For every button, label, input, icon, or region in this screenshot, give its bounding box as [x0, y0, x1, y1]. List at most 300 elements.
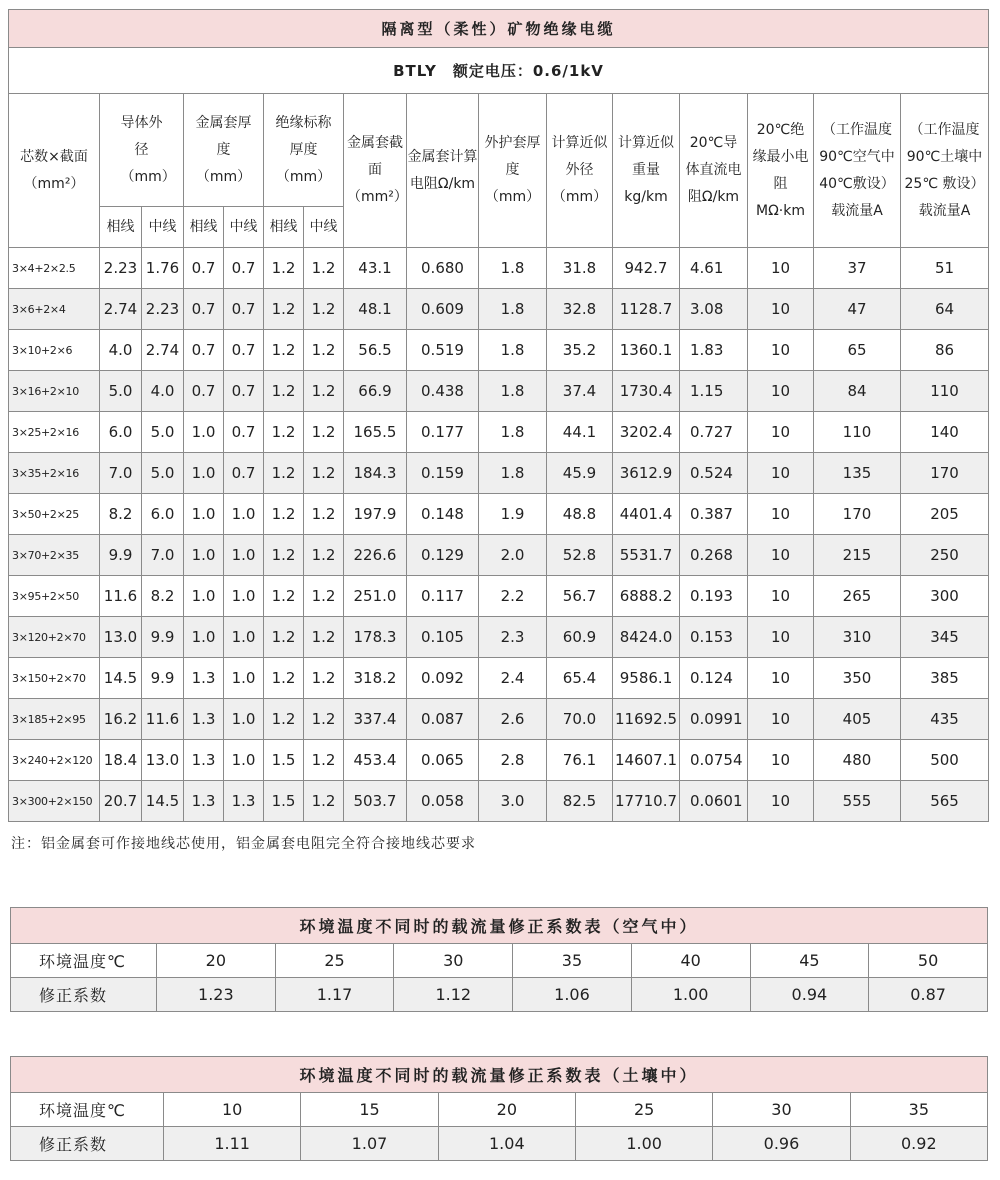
correction-table-soil — [10, 1056, 988, 1161]
table-cell: 1.0 — [224, 576, 264, 617]
temp-cell: 40 — [631, 944, 750, 978]
table-row — [9, 617, 989, 658]
temp-cell: 35 — [850, 1093, 987, 1127]
cell-spec: 3×70+2×35 — [9, 535, 100, 576]
table-cell: 5531.7 — [613, 535, 680, 576]
cable-spec-table — [8, 9, 989, 822]
table-cell: 1.2 — [264, 658, 304, 699]
header-sheath-area-text: 金属套截面（mm²） — [347, 135, 408, 205]
table-cell: 48.8 — [547, 494, 613, 535]
table-cell: 2.2 — [479, 576, 547, 617]
table-cell: 10 — [748, 658, 814, 699]
table-cell: 318.2 — [344, 658, 407, 699]
table-cell: 500 — [901, 740, 989, 781]
table-cell: 5.0 — [142, 453, 184, 494]
table-cell: 1.2 — [304, 658, 344, 699]
header-sheath-thickness — [184, 94, 264, 207]
table-cell: 51 — [901, 248, 989, 289]
table-cell: 1.2 — [264, 248, 304, 289]
table-cell: 60.9 — [547, 617, 613, 658]
table-cell: 66.9 — [344, 371, 407, 412]
header-sheath-thickness-text: 金属套厚度（mm） — [195, 114, 252, 185]
header-approx-weight — [613, 94, 680, 248]
factor-cell: 1.11 — [164, 1127, 301, 1161]
table-cell: 0.159 — [407, 453, 479, 494]
header-jacket-thickness-text: 外护套厚度（mm） — [484, 135, 541, 205]
table-cell: 140 — [901, 412, 989, 453]
table-cell: 47 — [814, 289, 901, 330]
cell-spec: 3×4+2×2.5 — [9, 248, 100, 289]
table-cell: 1.2 — [304, 248, 344, 289]
table-cell: 0.7 — [184, 289, 224, 330]
table-cell: 0.0601 — [680, 781, 748, 822]
factor-label: 修正系数 — [11, 1127, 164, 1161]
temp-cell: 45 — [750, 944, 869, 978]
table-cell: 1.0 — [184, 494, 224, 535]
table-cell: 0.105 — [407, 617, 479, 658]
header-min-insulation-resistance — [748, 94, 814, 248]
table-cell: 1.0 — [184, 617, 224, 658]
table-cell: 32.8 — [547, 289, 613, 330]
table-cell: 2.23 — [142, 289, 184, 330]
table-cell: 1.8 — [479, 289, 547, 330]
factor-label: 修正系数 — [11, 978, 157, 1012]
header-dc-resistance-text: 20℃导体直流电阻Ω/km — [685, 135, 742, 205]
table-cell: 300 — [901, 576, 989, 617]
table-row — [9, 453, 989, 494]
table-cell: 0.117 — [407, 576, 479, 617]
header-ampacity-air-text: （工作温度90℃空气中40℃敷设）载流量A — [819, 121, 895, 219]
table-cell: 1.2 — [304, 371, 344, 412]
table-cell: 1.8 — [479, 412, 547, 453]
table-cell: 337.4 — [344, 699, 407, 740]
table-cell: 385 — [901, 658, 989, 699]
table-cell: 1.2 — [264, 412, 304, 453]
table-cell: 345 — [901, 617, 989, 658]
table-cell: 1360.1 — [613, 330, 680, 371]
table-cell: 2.6 — [479, 699, 547, 740]
table-cell: 1.0 — [224, 699, 264, 740]
table-cell: 82.5 — [547, 781, 613, 822]
header-spec-text: 芯数×截面（mm²） — [20, 148, 88, 192]
header-ampacity-soil-text: （工作温度90℃土壤中25℃ 敷设）载流量A — [904, 121, 985, 219]
table-cell: 70.0 — [547, 699, 613, 740]
table-cell: 503.7 — [344, 781, 407, 822]
table-cell: 2.74 — [100, 289, 142, 330]
table-cell: 0.193 — [680, 576, 748, 617]
header-approx-weight-text: 计算近似重量kg/km — [618, 135, 674, 205]
table-row — [9, 576, 989, 617]
table-cell: 14607.1 — [613, 740, 680, 781]
table-cell: 56.5 — [344, 330, 407, 371]
table-cell: 1.3 — [184, 658, 224, 699]
table-cell: 1.2 — [304, 740, 344, 781]
header-dc-resistance — [680, 94, 748, 248]
table-cell: 9.9 — [100, 535, 142, 576]
table-cell: 1.3 — [224, 781, 264, 822]
table-cell: 565 — [901, 781, 989, 822]
table-cell: 11692.5 — [613, 699, 680, 740]
table-cell: 0.0754 — [680, 740, 748, 781]
table-cell: 1.2 — [264, 330, 304, 371]
table-cell: 37 — [814, 248, 901, 289]
table-cell: 1.3 — [184, 699, 224, 740]
table-cell: 1.2 — [304, 617, 344, 658]
table-cell: 1.0 — [184, 453, 224, 494]
table-title: 隔离型（柔性）矿物绝缘电缆 — [9, 10, 989, 48]
table-cell: 1.2 — [304, 781, 344, 822]
table-cell: 9586.1 — [613, 658, 680, 699]
table-cell: 10 — [748, 453, 814, 494]
table-cell: 1730.4 — [613, 371, 680, 412]
table-cell: 555 — [814, 781, 901, 822]
table-cell: 0.387 — [680, 494, 748, 535]
table-row — [9, 740, 989, 781]
table-cell: 1.2 — [304, 412, 344, 453]
table-cell: 10 — [748, 617, 814, 658]
temp-label: 环境温度℃ — [11, 944, 157, 978]
table-cell: 0.124 — [680, 658, 748, 699]
header-conductor-od — [100, 94, 184, 207]
header-sheath-area — [344, 94, 407, 248]
header-approx-od-text: 计算近似外径（mm） — [551, 135, 608, 205]
table-cell: 178.3 — [344, 617, 407, 658]
table-cell: 197.9 — [344, 494, 407, 535]
table-cell: 1.0 — [224, 658, 264, 699]
temp-cell: 25 — [575, 1093, 712, 1127]
table-row — [9, 535, 989, 576]
table-cell: 10 — [748, 535, 814, 576]
factor-cell: 1.00 — [631, 978, 750, 1012]
table-cell: 1.8 — [479, 330, 547, 371]
table-cell: 0.7 — [184, 371, 224, 412]
table-cell: 10 — [748, 330, 814, 371]
table-cell: 7.0 — [100, 453, 142, 494]
table-cell: 0.7 — [224, 248, 264, 289]
table-cell: 10 — [748, 371, 814, 412]
table-cell: 170 — [814, 494, 901, 535]
table-cell: 0.524 — [680, 453, 748, 494]
table-cell: 0.7 — [184, 330, 224, 371]
table-cell: 1.83 — [680, 330, 748, 371]
table-row — [9, 371, 989, 412]
temp-cell: 20 — [157, 944, 276, 978]
table-cell: 1.8 — [479, 248, 547, 289]
table-cell: 6888.2 — [613, 576, 680, 617]
table-cell: 1.15 — [680, 371, 748, 412]
table-row — [9, 412, 989, 453]
table-cell: 2.8 — [479, 740, 547, 781]
table-cell: 56.7 — [547, 576, 613, 617]
factor-cell: 0.94 — [750, 978, 869, 1012]
table-cell: 0.7 — [184, 248, 224, 289]
table-cell: 1.2 — [304, 699, 344, 740]
table-cell: 10 — [748, 412, 814, 453]
table-cell: 1.0 — [224, 494, 264, 535]
table-cell: 0.058 — [407, 781, 479, 822]
table-cell: 18.4 — [100, 740, 142, 781]
table-cell: 4.0 — [142, 371, 184, 412]
table-cell: 84 — [814, 371, 901, 412]
header-neutral: 中线 — [142, 207, 184, 248]
table-cell: 11.6 — [142, 699, 184, 740]
table-cell: 0.148 — [407, 494, 479, 535]
table-cell: 65 — [814, 330, 901, 371]
table-cell: 10 — [748, 494, 814, 535]
table-row — [9, 289, 989, 330]
table-cell: 45.9 — [547, 453, 613, 494]
table-cell: 1.3 — [184, 781, 224, 822]
table-cell: 14.5 — [100, 658, 142, 699]
cell-spec: 3×240+2×120 — [9, 740, 100, 781]
table-cell: 1.0 — [184, 576, 224, 617]
table-cell: 13.0 — [100, 617, 142, 658]
table-cell: 10 — [748, 576, 814, 617]
factor-cell: 1.00 — [575, 1127, 712, 1161]
table-cell: 0.609 — [407, 289, 479, 330]
table-cell: 0.087 — [407, 699, 479, 740]
table-cell: 0.129 — [407, 535, 479, 576]
cell-spec: 3×95+2×50 — [9, 576, 100, 617]
table-cell: 1.2 — [264, 535, 304, 576]
table-cell: 9.9 — [142, 658, 184, 699]
table-cell: 7.0 — [142, 535, 184, 576]
table-cell: 17710.7 — [613, 781, 680, 822]
table-cell: 350 — [814, 658, 901, 699]
table-cell: 5.0 — [142, 412, 184, 453]
cell-spec: 3×6+2×4 — [9, 289, 100, 330]
table-cell: 76.1 — [547, 740, 613, 781]
table-cell: 6.0 — [100, 412, 142, 453]
header-jacket-thickness — [479, 94, 547, 248]
table-cell: 251.0 — [344, 576, 407, 617]
table-cell: 16.2 — [100, 699, 142, 740]
table-cell: 43.1 — [344, 248, 407, 289]
table-cell: 1.2 — [264, 617, 304, 658]
table-cell: 1.0 — [184, 412, 224, 453]
table-cell: 4.61 — [680, 248, 748, 289]
factor-cell: 1.23 — [157, 978, 276, 1012]
table-cell: 0.092 — [407, 658, 479, 699]
table-cell: 1.2 — [304, 494, 344, 535]
table-cell: 65.4 — [547, 658, 613, 699]
table-cell: 5.0 — [100, 371, 142, 412]
table-cell: 3612.9 — [613, 453, 680, 494]
table-cell: 250 — [901, 535, 989, 576]
table-cell: 0.153 — [680, 617, 748, 658]
header-sheath-resistance-text: 金属套计算电阻Ω/km — [407, 148, 478, 192]
table-cell: 8.2 — [100, 494, 142, 535]
table-cell: 226.6 — [344, 535, 407, 576]
header-ampacity-air — [814, 94, 901, 248]
table-cell: 1.2 — [264, 576, 304, 617]
cell-spec: 3×300+2×150 — [9, 781, 100, 822]
table-cell: 1.2 — [304, 535, 344, 576]
table-row — [9, 699, 989, 740]
table-cell: 0.438 — [407, 371, 479, 412]
table-cell: 2.0 — [479, 535, 547, 576]
table-cell: 10 — [748, 248, 814, 289]
correction-air-title: 环境温度不同时的载流量修正系数表（空气中） — [11, 908, 988, 944]
factor-cell: 1.07 — [301, 1127, 438, 1161]
cell-spec: 3×120+2×70 — [9, 617, 100, 658]
cell-spec: 3×35+2×16 — [9, 453, 100, 494]
table-row — [9, 494, 989, 535]
table-cell: 205 — [901, 494, 989, 535]
table-cell: 0.680 — [407, 248, 479, 289]
table-cell: 165.5 — [344, 412, 407, 453]
temp-cell: 20 — [438, 1093, 575, 1127]
table-cell: 135 — [814, 453, 901, 494]
table-cell: 480 — [814, 740, 901, 781]
cell-spec: 3×50+2×25 — [9, 494, 100, 535]
table-cell: 10 — [748, 740, 814, 781]
table-cell: 405 — [814, 699, 901, 740]
cell-spec: 3×16+2×10 — [9, 371, 100, 412]
cell-spec: 3×25+2×16 — [9, 412, 100, 453]
table-cell: 52.8 — [547, 535, 613, 576]
table-cell: 310 — [814, 617, 901, 658]
table-cell: 1.2 — [304, 576, 344, 617]
factor-cell: 0.96 — [713, 1127, 850, 1161]
correction-soil-factor-row — [11, 1127, 988, 1161]
table-cell: 1.8 — [479, 453, 547, 494]
header-insulation-thickness — [264, 94, 344, 207]
table-cell: 170 — [901, 453, 989, 494]
header-insulation-thickness-text: 绝缘标称厚度（mm） — [275, 114, 332, 185]
header-phase: 相线 — [264, 207, 304, 248]
table-body — [9, 248, 989, 822]
table-cell: 1.2 — [264, 371, 304, 412]
correction-soil-temp-row — [11, 1093, 988, 1127]
table-cell: 1.2 — [304, 453, 344, 494]
header-ampacity-soil — [901, 94, 989, 248]
table-cell: 1.2 — [304, 330, 344, 371]
table-cell: 2.4 — [479, 658, 547, 699]
footnote: 注：铝金属套可作接地线芯使用，铝金属套电阻完全符合接地线芯要求 — [11, 836, 476, 852]
correction-table-air — [10, 907, 988, 1012]
header-approx-od — [547, 94, 613, 248]
table-cell: 1.2 — [264, 289, 304, 330]
table-cell: 0.177 — [407, 412, 479, 453]
table-cell: 9.9 — [142, 617, 184, 658]
table-cell: 48.1 — [344, 289, 407, 330]
table-row — [9, 781, 989, 822]
table-cell: 31.8 — [547, 248, 613, 289]
correction-air-temp-row — [11, 944, 988, 978]
factor-cell: 1.17 — [275, 978, 394, 1012]
cell-spec: 3×150+2×70 — [9, 658, 100, 699]
table-cell: 64 — [901, 289, 989, 330]
table-cell: 8.2 — [142, 576, 184, 617]
table-cell: 1.0 — [224, 535, 264, 576]
table-cell: 4.0 — [100, 330, 142, 371]
temp-label: 环境温度℃ — [11, 1093, 164, 1127]
table-cell: 0.7 — [224, 412, 264, 453]
header-spec — [9, 94, 100, 248]
table-cell: 13.0 — [142, 740, 184, 781]
table-cell: 435 — [901, 699, 989, 740]
table-cell: 1.3 — [184, 740, 224, 781]
table-cell: 2.23 — [100, 248, 142, 289]
header-neutral: 中线 — [304, 207, 344, 248]
table-cell: 10 — [748, 699, 814, 740]
header-min-insulation-resistance-text: 20℃绝缘最小电阻MΩ·km — [752, 121, 809, 219]
table-cell: 1.0 — [224, 617, 264, 658]
temp-cell: 10 — [164, 1093, 301, 1127]
cell-spec: 3×10+2×6 — [9, 330, 100, 371]
factor-cell: 1.12 — [394, 978, 513, 1012]
table-cell: 0.519 — [407, 330, 479, 371]
table-cell: 2.74 — [142, 330, 184, 371]
temp-cell: 30 — [394, 944, 513, 978]
table-cell: 0.7 — [224, 453, 264, 494]
table-cell: 1.2 — [304, 289, 344, 330]
table-cell: 0.7 — [224, 371, 264, 412]
table-cell: 0.7 — [224, 330, 264, 371]
table-cell: 2.3 — [479, 617, 547, 658]
table-cell: 14.5 — [142, 781, 184, 822]
table-cell: 1.2 — [264, 453, 304, 494]
table-cell: 3.08 — [680, 289, 748, 330]
table-cell: 0.727 — [680, 412, 748, 453]
table-cell: 1128.7 — [613, 289, 680, 330]
table-cell: 0.065 — [407, 740, 479, 781]
table-cell: 110 — [814, 412, 901, 453]
table-row — [9, 658, 989, 699]
table-cell: 37.4 — [547, 371, 613, 412]
table-cell: 10 — [748, 781, 814, 822]
factor-cell: 1.04 — [438, 1127, 575, 1161]
table-cell: 11.6 — [100, 576, 142, 617]
table-cell: 20.7 — [100, 781, 142, 822]
factor-cell: 0.92 — [850, 1127, 987, 1161]
table-cell: 3.0 — [479, 781, 547, 822]
table-cell: 8424.0 — [613, 617, 680, 658]
table-cell: 0.268 — [680, 535, 748, 576]
table-cell: 1.5 — [264, 740, 304, 781]
temp-cell: 35 — [513, 944, 632, 978]
table-cell: 3202.4 — [613, 412, 680, 453]
correction-soil-title: 环境温度不同时的载流量修正系数表（土壤中） — [11, 1057, 988, 1093]
header-neutral: 中线 — [224, 207, 264, 248]
table-cell: 1.76 — [142, 248, 184, 289]
table-cell: 1.8 — [479, 371, 547, 412]
table-subtitle: BTLY 额定电压：0.6/1kV — [9, 48, 989, 94]
table-cell: 1.2 — [264, 699, 304, 740]
temp-cell: 25 — [275, 944, 394, 978]
table-cell: 6.0 — [142, 494, 184, 535]
table-cell: 1.0 — [224, 740, 264, 781]
temp-cell: 50 — [869, 944, 988, 978]
table-cell: 1.0 — [184, 535, 224, 576]
table-cell: 35.2 — [547, 330, 613, 371]
table-row — [9, 330, 989, 371]
table-cell: 0.7 — [224, 289, 264, 330]
header-conductor-od-text: 导体外径（mm） — [120, 114, 176, 185]
table-cell: 265 — [814, 576, 901, 617]
table-cell: 1.5 — [264, 781, 304, 822]
factor-cell: 0.87 — [869, 978, 988, 1012]
factor-cell: 1.06 — [513, 978, 632, 1012]
table-cell: 10 — [748, 289, 814, 330]
temp-cell: 30 — [713, 1093, 850, 1127]
correction-air-factor-row — [11, 978, 988, 1012]
table-cell: 44.1 — [547, 412, 613, 453]
table-cell: 0.0991 — [680, 699, 748, 740]
header-phase: 相线 — [100, 207, 142, 248]
table-cell: 1.2 — [264, 494, 304, 535]
